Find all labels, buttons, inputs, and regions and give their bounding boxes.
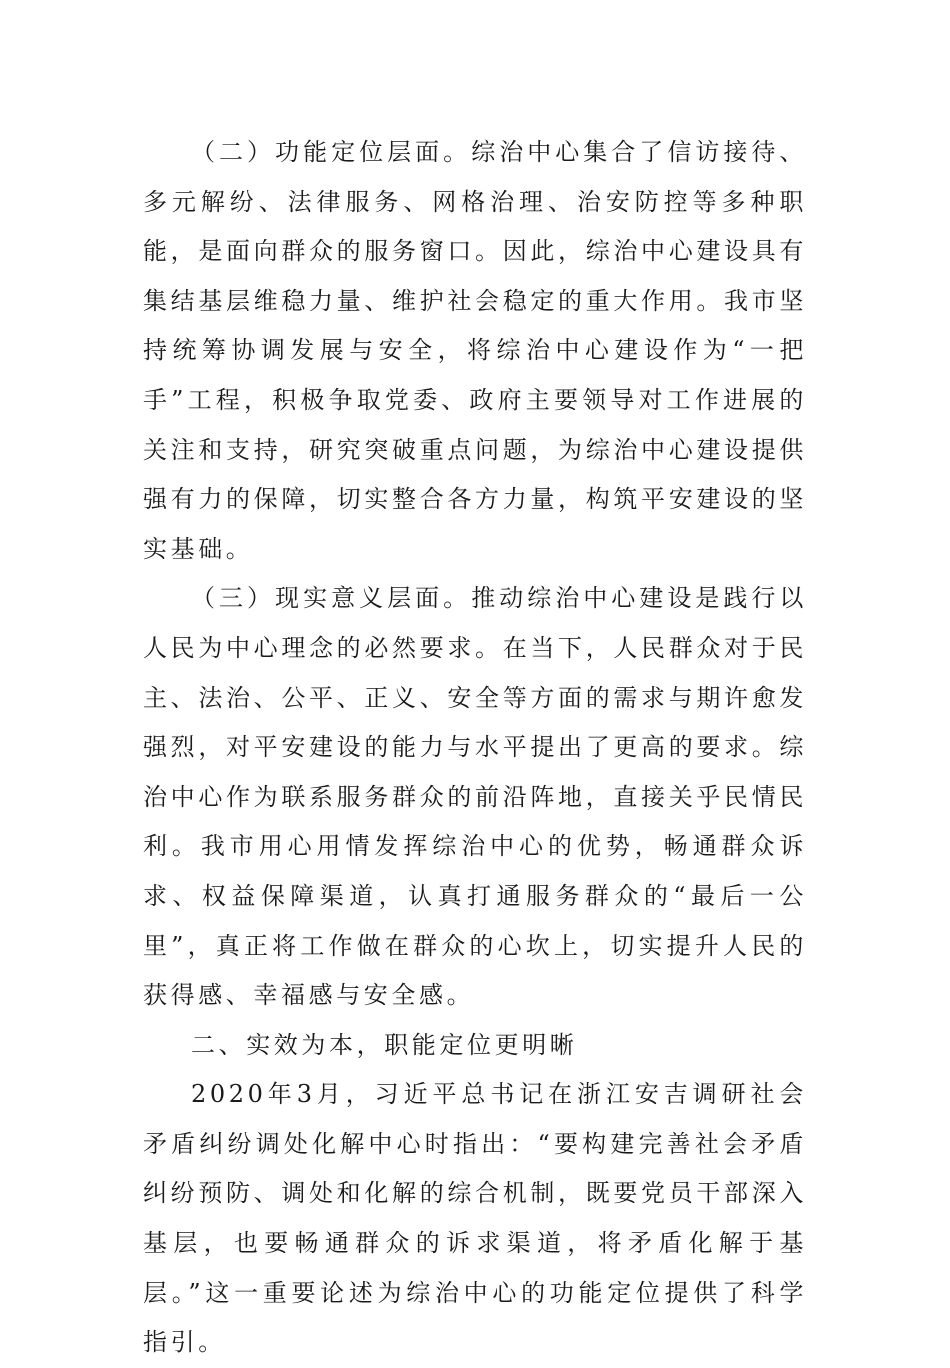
document-body [143, 128, 807, 1368]
paragraph-anji-research: 2020年3月，习近平总书记在浙江安吉调研社会矛盾纠纷调处化解中心时指出：“要构建完善社会矛盾纠纷预防、调处和化解的综合机制，既要党员干部深入基层，也要畅通群众的诉求渠道，将矛盾化解于基层。”这一重要论述为综治中心的功能定位提供了科学指引。 [143, 1080, 807, 1357]
paragraph-practical-significance: （三）现实意义层面。推动综治中心建设是践行以人民为中心理念的必然要求。在当下，人民群众对于民主、法治、公平、正义、安全等方面的需求与期许愈发强烈，对平安建设的能力与水平提出了更高的要求。综治中心作为联系服务群众的前沿阵地，直接关乎民情民利。我市用心用情发挥综治中心的优势，畅通群众诉求、权益保障渠道，认真打通服务群众的“最后一公里”，真正将工作做在群众的心坎上，切实提升人民的获得感、幸福感与安全感。 [143, 584, 807, 1010]
section-heading-effectiveness: 二、实效为本，职能定位更明晰 [191, 1030, 578, 1059]
paragraph-functional-positioning: （二）功能定位层面。综治中心集合了信访接待、多元解纷、法律服务、网格治理、治安防控等多种职能，是面向群众的服务窗口。因此，综治中心建设具有集结基层维稳力量、维护社会稳定的重大作用。我市坚持统筹协调发展与安全，将综治中心建设作为“一把手”工程，积极争取党委、政府主要领导对工作进展的关注和支持，研究突破重点问题，为综治中心建设提供强有力的保障，切实整合各方力量，构筑平安建设的坚实基础。 [143, 138, 807, 563]
